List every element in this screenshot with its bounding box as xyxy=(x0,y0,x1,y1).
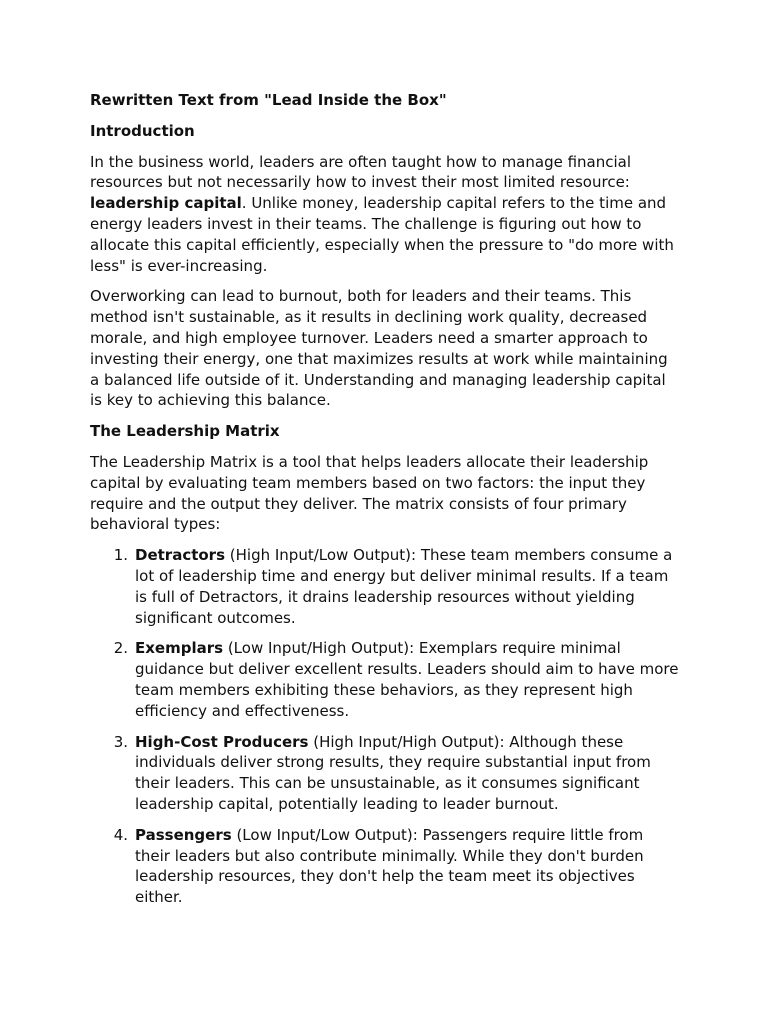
behavioral-types-list xyxy=(90,545,680,908)
list-item-passengers xyxy=(90,825,680,908)
paragraph-text: . Unlike money, leadership capital refers to the time and energy leaders invest in their teams. The challenge is figuring out how to allocate this capital efficiently, especially when the pressure to "do more with less" is ever-increasing. xyxy=(90,194,674,275)
list-item-high-cost-producers xyxy=(90,732,680,815)
list-item-name: Detractors xyxy=(135,546,226,565)
list-item-name: High-Cost Producers xyxy=(135,732,309,751)
list-number: 2. xyxy=(113,639,128,658)
list-number: 4. xyxy=(113,825,128,844)
list-item-text: (High Input/Low Output): These team members consume a lot of leadership time and energy but deliver minimal results. If a team is full of Detractors, it drains leadership resources without yielding significant outcomes. xyxy=(135,546,673,627)
leadership-matrix-paragraph: The Leadership Matrix is a tool that helps leaders allocate their leadership capital by evaluating team members based on two factors: the input they require and the output they deliver. The matrix consists of four primary behavioral types: xyxy=(90,452,649,534)
list-item-name: Exemplars xyxy=(135,639,224,658)
paragraph-text: In the business world, leaders are often taught how to manage financial resources but not necessarily how to invest their most limited resource: xyxy=(90,152,632,192)
list-item-exemplars xyxy=(90,638,680,721)
leadership-capital-term: leadership capital xyxy=(90,194,242,213)
document-title: Rewritten Text from "Lead Inside the Box" xyxy=(90,91,447,109)
document-page xyxy=(90,90,680,918)
list-number: 1. xyxy=(113,546,128,565)
introduction-paragraph-1 xyxy=(90,152,680,277)
list-item-text: (Low Input/Low Output): Passengers require little from their leaders but also contribute minimally. While they don't burden leadership resources, they don't help the team meet its objectives either. xyxy=(135,825,644,907)
introduction-heading: Introduction xyxy=(90,121,195,140)
introduction-paragraph-2: Overworking can lead to burnout, both for leaders and their teams. This method isn't sustainable, as it results in declining work quality, decreased morale, and high employee turnover. Leaders need a smarter approach to investing their energy, one that maximizes results at work while maintaining a balanced life outside of it. Understanding and managing leadership capital is key to achieving this balance. xyxy=(90,287,668,410)
list-number: 3. xyxy=(113,732,128,751)
list-item-text: (Low Input/High Output): Exemplars require minimal guidance but deliver excellent results. Leaders should aim to have more team members exhibiting these behaviors, as they represent high efficiency and effectiveness. xyxy=(135,639,679,720)
list-item-text: (High Input/High Output): Although these individuals deliver strong results, they require substantial input from their leaders. This can be unsustainable, as it consumes significant leadership capital, potentially leading to leader burnout. xyxy=(135,732,651,813)
list-item-name: Passengers xyxy=(135,825,232,844)
leadership-matrix-heading: The Leadership Matrix xyxy=(90,422,280,441)
list-item-detractors xyxy=(90,545,680,628)
